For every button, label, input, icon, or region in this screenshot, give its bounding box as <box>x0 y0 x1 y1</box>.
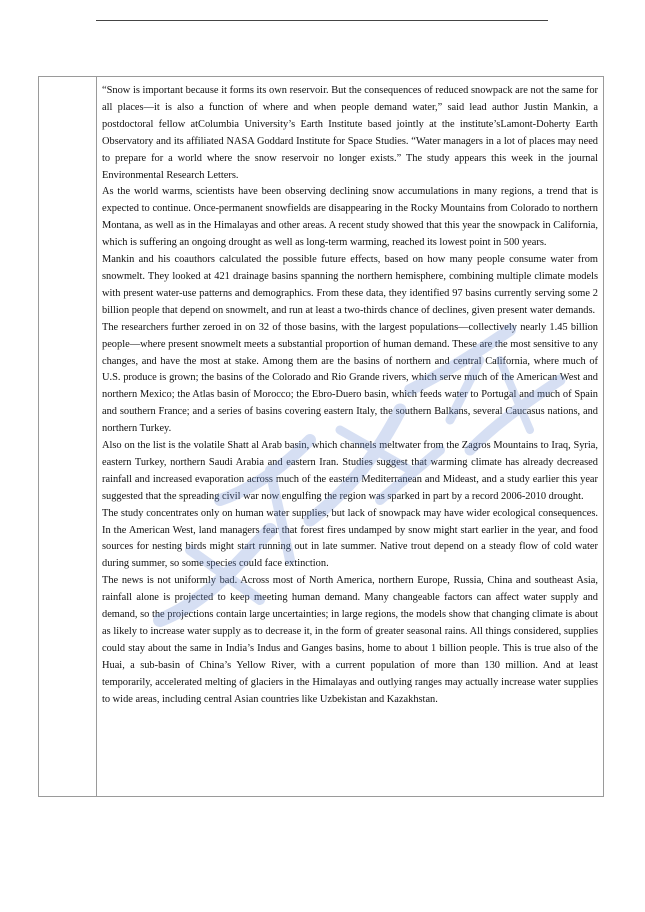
empty-left-cell <box>39 77 97 796</box>
header-rule <box>96 20 548 21</box>
paragraph-1: “Snow is important because it forms its own reservoir. But the consequences of reduced snowpack are not the same for all places—it is also a function of where and when people demand water,” said lead author Justin Mankin, a postdoctoral fellow atColumbia University’s Earth Institute based jointly at the institute’sLamont-Doherty Earth Observatory and its affiliated NASA Goddard Institute for Space Studies. “Water managers in a lot of places may need to prepare for a world where the snow reservoir no longer exists.” The study appears this week in the journal Environmental Research Letters. <box>102 85 598 181</box>
paragraph-2: As the world warms, scientists have been observing declining snow accumulations in many regions, a trend that is expected to continue. Once-permanent snowfields are disappearing in the Rocky Mountains from Colorado to northern Montana, as well as in the Himalayas and other areas. A recent study showed that this year the snowpack in California, which is suffering an ongoing drought as well as long-term warming, reached its lowest point in 500 years. <box>102 186 598 249</box>
paragraph-4: The researchers further zeroed in on 32 of those basins, with the largest populations—collectively nearly 1.45 billion people—where present snowmelt meets a substantial proportion of human demand. These are the most sensitive to any changes, and have the most at stake. Among them are the basins of northern and central California, where much of U.S. produce is grown; the basins of the Colorado and Rio Grande rivers, which serve much of the American West and northern Mexico; the Atlas basin of Morocco; the Ebro-Duero basin, which feeds water to Portugal and much of Spain and southern France; and a series of basins covering eastern Italy, the southern Balkans, several Caucasus nations, and northern Turkey. <box>102 321 598 435</box>
paragraph-6: The study concentrates only on human water supplies, but lack of snowpack may have wider ecological consequences. In the American West, land managers fear that forest fires undamped by snow might start earlier in the year, and food sources for nesting birds might start running out in late summer. Native trout depend on a steady flow of cold water during summer, so some species could face extinction. <box>102 507 598 570</box>
paragraph-7: The news is not uniformly bad. Across most of North America, northern Europe, Russia, China and southeast Asia, rainfall alone is projected to keep meeting human demand. Many changeable factors can affect water supply and demand, so the projections contain large uncertainties; in large regions, the models show that changing climate is about as likely to increase water supply as to decrease it, in the form of greater seasonal rains. All things considered, supplies could stay about the same in India’s Indus and Ganges basins, home to about 1 billion people. This is true also of the Huai, a sub-basin of China’s Yellow River, with a current population of more than 130 million. And at least temporarily, accelerated melting of glaciers in the Himalayas and outlying ranges may actually increase water supplies to wide areas, including central Asian countries like Uzbekistan and Kazakhstan. <box>102 575 598 705</box>
paragraph-3: Mankin and his coauthors calculated the possible future effects, based on how many people consume water from snowmelt. They looked at 421 drainage basins spanning the northern hemisphere, combining multiple climate models with present water-use patterns and demographics. From these data, they identified 97 basins currently serving some 2 billion people that depend on snowmelt, and run at least a two-thirds chance of declines, given present water demands. <box>102 254 598 316</box>
paragraph-5: Also on the list is the volatile Shatt al Arab basin, which channels meltwater from the Zagros Mountains to Iraq, Syria, eastern Turkey, northern Saudi Arabia and eastern Iran. Studies suggest that warming climate has already decreased rainfall and increased evaporation across much of the eastern Mediterranean and Mideast, and a study earlier this year suggested that the spreading civil war now engulfing the region was sparked in part by a record 2006-2010 drought. <box>102 440 598 502</box>
text-cell <box>97 77 603 796</box>
content-table <box>38 76 604 797</box>
